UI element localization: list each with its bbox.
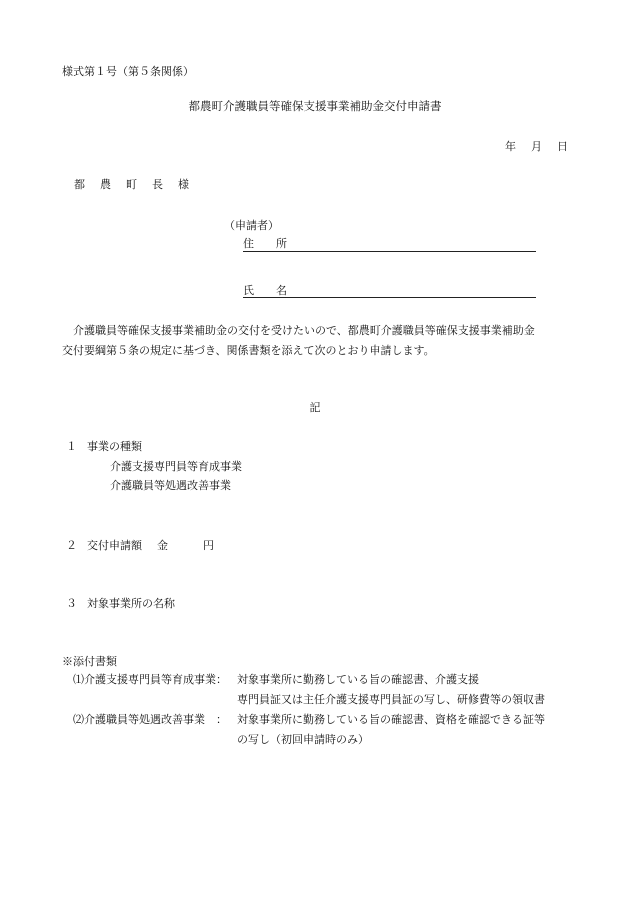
attachment1-line1: 対象事業所に勤務している旨の確認書、介護支援 (237, 673, 479, 686)
form-number: 様式第１号（第５条関係） (62, 65, 194, 78)
attachment2-line1: 対象事業所に勤務している旨の確認書、資格を確認できる証等 (237, 713, 545, 726)
section2-label: 交付申請額 (87, 539, 142, 552)
addressee: 都 農 町 長 様 (74, 178, 191, 191)
section3-number: ３ (66, 597, 77, 610)
attachment2-label: ⑵介護職員等処遇改善事業 ： (73, 713, 227, 726)
name-field[interactable] (243, 297, 536, 298)
body-paragraph-line2: 交付要綱第５条の規定に基づき、関係書類を添えて次のとおり申請します。 (62, 344, 435, 357)
section1-item-1: 介護支援専門員等育成事業 (110, 460, 242, 473)
section1-item-2: 介護職員等処遇改善事業 (110, 479, 231, 492)
section1-number: １ (66, 440, 77, 453)
date-line: 年 月 日 (505, 140, 570, 153)
attachment1-line2: 専門員証又は主任介護支援専門員証の写し、研修費等の領収書 (237, 693, 545, 706)
attachment1-label: ⑴介護支援専門員等育成事業： (73, 673, 227, 686)
attachment2-line2: の写し（初回申請時のみ） (237, 733, 369, 746)
section2-kin: 金 (157, 539, 168, 552)
applicant-label: （申請者） (224, 219, 279, 232)
address-field[interactable] (243, 251, 536, 252)
section2-number: ２ (66, 539, 77, 552)
document-title: 都農町介護職員等確保支援事業補助金交付申請書 (188, 99, 442, 113)
section3-label: 対象事業所の名称 (87, 597, 175, 610)
address-label: 住 所 (243, 237, 287, 250)
name-label: 氏 名 (243, 284, 287, 297)
body-paragraph-line1: 介護職員等確保支援事業補助金の交付を受けたいので、都農町介護職員等確保支援事業補助金 (62, 324, 535, 337)
ki-heading: 記 (309, 401, 321, 414)
attachments-heading: ※添付書類 (62, 655, 117, 668)
section2-yen: 円 (203, 539, 214, 552)
section1-label: 事業の種類 (87, 440, 142, 453)
